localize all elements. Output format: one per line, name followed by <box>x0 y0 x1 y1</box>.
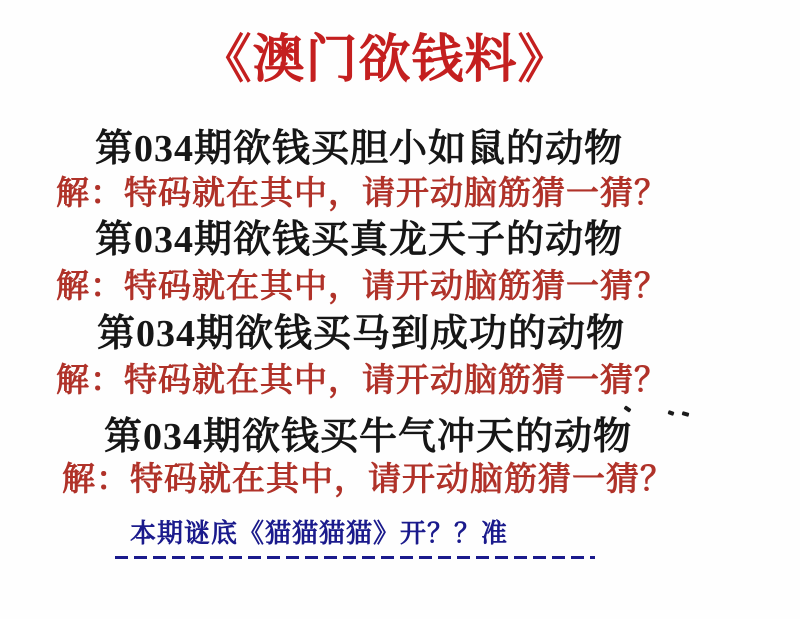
ink-speck <box>682 411 690 417</box>
ink-speck <box>623 405 631 412</box>
riddle-hint-1: 解：特码就在其中，请开动脑筋猜一猜？ <box>56 176 668 212</box>
riddle-question-4: 第034期欲钱买牛气冲天的动物 <box>104 416 633 458</box>
page-title: 《澳门欲钱料》 <box>199 32 571 89</box>
dashed-divider-line <box>115 556 595 559</box>
riddle-question-3: 第034期欲钱买马到成功的动物 <box>97 313 626 355</box>
riddle-question-1: 第034期欲钱买胆小如鼠的动物 <box>95 128 624 170</box>
ink-speck <box>667 410 674 416</box>
riddle-hint-2: 解：特码就在其中，请开动脑筋猜一猜？ <box>56 269 668 305</box>
riddle-hint-3: 解：特码就在其中，请开动脑筋猜一猜？ <box>56 363 668 399</box>
footer-answer-line: 本期谜底《猫猫猫猫》开？？准 <box>130 519 509 548</box>
ink-specks <box>624 404 704 422</box>
riddle-hint-4: 解：特码就在其中，请开动脑筋猜一猜？ <box>62 462 674 498</box>
riddle-question-2: 第034期欲钱买真龙天子的动物 <box>95 219 624 261</box>
